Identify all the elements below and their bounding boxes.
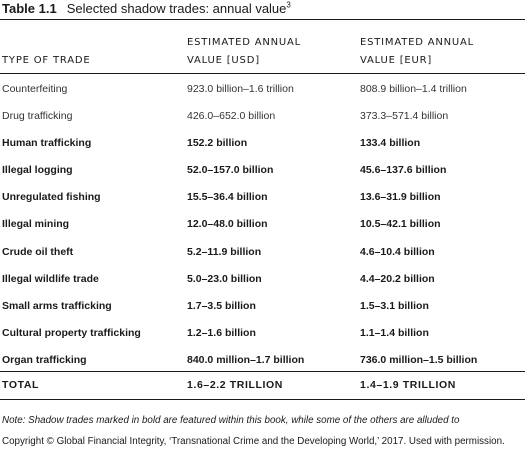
eur-value: 808.9 billion–1.4 trillion bbox=[360, 83, 467, 95]
header-eur-line2: VALUE [EUR] bbox=[360, 55, 433, 66]
top-rule bbox=[0, 19, 525, 20]
trade-name: Drug trafficking bbox=[2, 110, 73, 123]
eur-value: 736.0 million–1.5 billion bbox=[360, 353, 478, 366]
eur-value: 4.4–20.2 billion bbox=[360, 272, 435, 285]
usd-value: 1.2–1.6 billion bbox=[187, 326, 256, 339]
table-row bbox=[0, 100, 525, 127]
trade-name: Cultural property trafficking bbox=[2, 326, 141, 339]
copyright-line: Copyright © Global Financial Integrity, ‘Transnational Crime and the Developing World,’ 2017. Used with permission. bbox=[2, 436, 505, 447]
eur-value: 45.6–137.6 billion bbox=[360, 164, 447, 177]
note-label: Note: bbox=[2, 415, 26, 426]
note-text: Shadow trades marked in bold are featured within this book, while some of the others are alluded to bbox=[28, 415, 460, 426]
usd-value: 1.7–3.5 billion bbox=[187, 299, 256, 312]
table-body bbox=[0, 73, 525, 371]
table-row bbox=[0, 208, 525, 235]
table-row bbox=[0, 263, 525, 290]
header-type-of-trade: TYPE OF TRADE bbox=[2, 55, 91, 66]
total-label: TOTAL bbox=[2, 379, 40, 391]
eur-value: 1.1–1.4 billion bbox=[360, 326, 429, 339]
table-caption bbox=[2, 1, 522, 17]
trade-name: Crude oil theft bbox=[2, 245, 74, 258]
trade-name: Illegal wildlife trade bbox=[2, 272, 99, 285]
total-row bbox=[0, 375, 525, 395]
usd-value: 5.0–23.0 billion bbox=[187, 272, 262, 285]
usd-value: 15.5–36.4 billion bbox=[187, 191, 268, 204]
table-row bbox=[0, 344, 525, 371]
table-row bbox=[0, 290, 525, 317]
trade-name: Illegal mining bbox=[2, 218, 70, 231]
eur-value: 133.4 billion bbox=[360, 137, 421, 150]
trade-name: Counterfeiting bbox=[2, 83, 68, 95]
table-row bbox=[0, 317, 525, 344]
eur-value: 1.5–3.1 billion bbox=[360, 299, 429, 312]
table-row bbox=[0, 181, 525, 208]
trade-name: Human trafficking bbox=[2, 137, 92, 150]
header-usd bbox=[187, 34, 301, 70]
eur-value: 4.6–10.4 billion bbox=[360, 245, 435, 258]
usd-value: 12.0–48.0 billion bbox=[187, 218, 268, 231]
header-eur-line1: ESTIMATED ANNUAL bbox=[360, 37, 475, 48]
trade-name: Small arms trafficking bbox=[2, 299, 112, 312]
usd-value: 5.2–11.9 billion bbox=[187, 245, 262, 258]
eur-value: 10.5–42.1 billion bbox=[360, 218, 441, 231]
header-usd-line2: VALUE [USD] bbox=[187, 55, 260, 66]
table-note bbox=[2, 414, 523, 427]
total-usd: 1.6–2.2 TRILLION bbox=[187, 379, 283, 391]
footnote-marker: 3 bbox=[286, 0, 291, 10]
eur-value: 373.3–571.4 billion bbox=[360, 110, 449, 123]
total-eur: 1.4–1.9 TRILLION bbox=[360, 379, 456, 391]
table-row bbox=[0, 154, 525, 181]
trade-name: Unregulated fishing bbox=[2, 191, 101, 204]
bottom-rule bbox=[0, 399, 525, 400]
table-number: Table 1.1 bbox=[2, 1, 57, 16]
usd-value: 52.0–157.0 billion bbox=[187, 164, 274, 177]
table-row bbox=[0, 127, 525, 154]
table-row bbox=[0, 236, 525, 263]
table-row bbox=[0, 73, 525, 100]
table-title: Selected shadow trades: annual value bbox=[66, 1, 287, 16]
trade-name: Organ trafficking bbox=[2, 353, 87, 366]
usd-value: 426.0–652.0 billion bbox=[187, 110, 276, 123]
header-usd-line1: ESTIMATED ANNUAL bbox=[187, 37, 302, 48]
usd-value: 923.0 billion–1.6 trillion bbox=[187, 83, 294, 95]
total-rule bbox=[0, 371, 525, 372]
usd-value: 152.2 billion bbox=[187, 137, 248, 150]
trade-name: Illegal logging bbox=[2, 164, 73, 177]
usd-value: 840.0 million–1.7 billion bbox=[187, 353, 305, 366]
eur-value: 13.6–31.9 billion bbox=[360, 191, 441, 204]
header-eur bbox=[360, 34, 474, 70]
